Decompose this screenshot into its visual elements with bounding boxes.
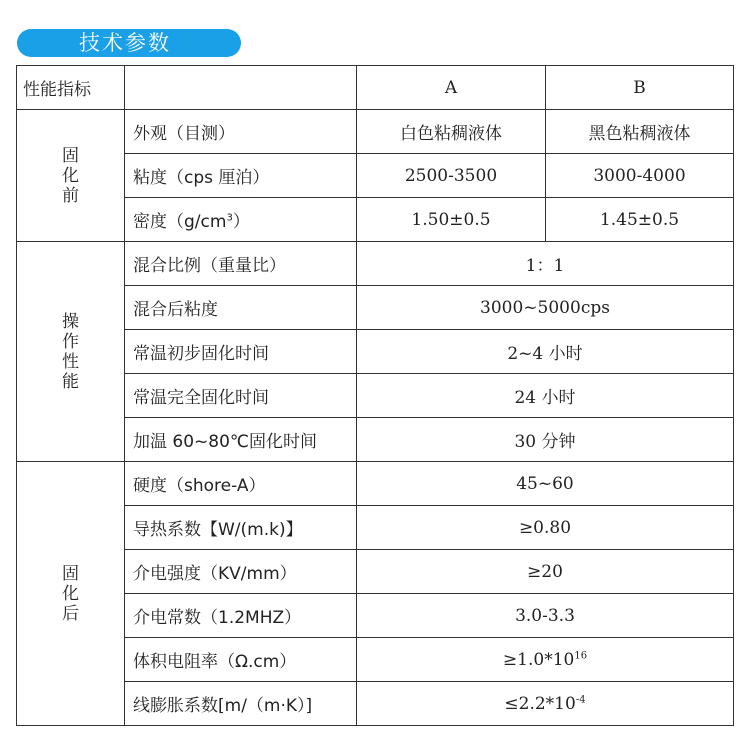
value-b: 1.45±0.5: [546, 198, 734, 242]
table-row: [17, 374, 734, 418]
table-row: [17, 550, 734, 594]
param-prefix: 密度（g/cm: [133, 212, 227, 232]
value-merged: 45~60: [357, 462, 734, 506]
group-operation: [17, 242, 125, 462]
param-label: 常温初步固化时间: [125, 330, 357, 374]
value-base: ≥1.0*10: [502, 649, 575, 670]
param-label: 介电强度（KV/mm）: [125, 550, 357, 594]
value-merged: 3000~5000cps: [357, 286, 734, 330]
value-merged: 24 小时: [357, 374, 734, 418]
param-label: 加温 60~80℃固化时间: [125, 418, 357, 462]
table-row: [17, 682, 734, 726]
param-label: 粘度（cps 厘泊）: [125, 154, 357, 198]
param-label: 导热系数【W/(m.k)】: [125, 506, 357, 550]
param-label: 介电常数（1.2MHZ）: [125, 594, 357, 638]
value-merged: [357, 682, 734, 726]
section-title: 技术参数: [79, 31, 171, 55]
param-label: 硬度（shore-A）: [125, 462, 357, 506]
group-label: 操作性能: [62, 311, 79, 392]
value-merged: 30 分钟: [357, 418, 734, 462]
param-label: 混合后粘度: [125, 286, 357, 330]
value-merged: 1：1: [357, 242, 734, 286]
value-a: 2500-3500: [357, 154, 546, 198]
param-label: 常温完全固化时间: [125, 374, 357, 418]
value-base: ≤2.2*10: [504, 693, 576, 714]
param-label: 线膨胀系数[m/（m·K）]: [125, 682, 357, 726]
table-row: [17, 110, 734, 154]
table-row: [17, 242, 734, 286]
table-row: [17, 638, 734, 682]
group-label: 固化前: [62, 145, 79, 206]
section-header: [17, 29, 241, 57]
table-row: [17, 462, 734, 506]
value-merged: 2~4 小时: [357, 330, 734, 374]
table-row: [17, 198, 734, 242]
param-suffix: ）: [232, 212, 250, 232]
param-label: 外观（目测）: [125, 110, 357, 154]
table-row: [17, 594, 734, 638]
param-superscript: 3: [226, 212, 233, 224]
table-row: [17, 418, 734, 462]
value-exponent: -4: [575, 693, 586, 705]
value-a: 白色粘稠液体: [357, 110, 546, 154]
value-merged: ≥20: [357, 550, 734, 594]
header-metric: 性能指标: [17, 66, 125, 110]
table-header-row: [17, 66, 734, 110]
value-a: 1.50±0.5: [357, 198, 546, 242]
table-row: [17, 330, 734, 374]
table-row: [17, 506, 734, 550]
value-merged: ≥0.80: [357, 506, 734, 550]
group-after: [17, 462, 125, 726]
group-label: 固化后: [62, 563, 79, 624]
value-merged: 3.0-3.3: [357, 594, 734, 638]
value-b: 黑色粘稠液体: [546, 110, 734, 154]
value-merged: [357, 638, 734, 682]
header-empty: [125, 66, 357, 110]
value-exponent: 16: [574, 649, 588, 661]
param-label: [125, 198, 357, 242]
value-b: 3000-4000: [546, 154, 734, 198]
table-row: [17, 154, 734, 198]
spec-table: [16, 65, 734, 726]
table-row: [17, 286, 734, 330]
header-b: B: [546, 66, 734, 110]
param-label: 体积电阻率（Ω.cm）: [125, 638, 357, 682]
param-label: 混合比例（重量比）: [125, 242, 357, 286]
group-before: [17, 110, 125, 242]
header-a: A: [357, 66, 546, 110]
